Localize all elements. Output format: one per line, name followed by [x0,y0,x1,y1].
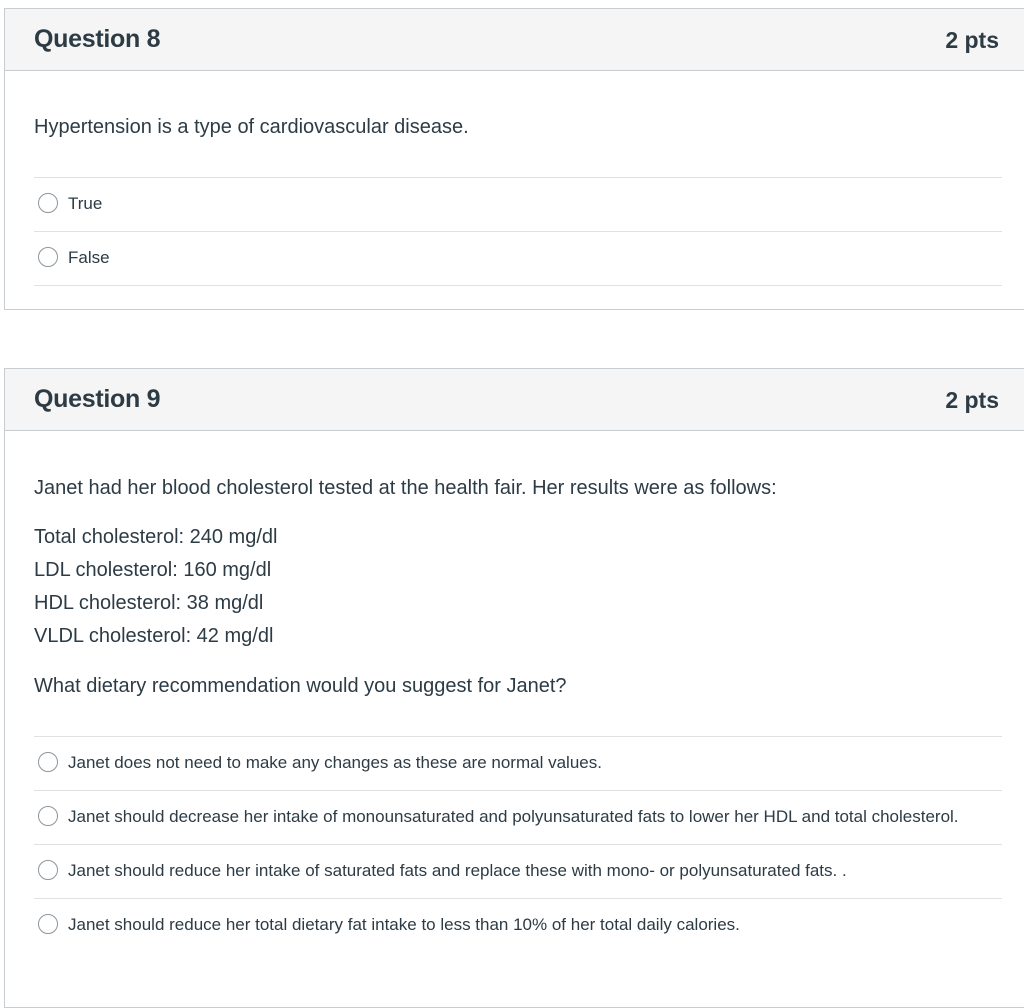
question-header [5,369,1024,431]
radio-button[interactable] [38,247,58,267]
radio-button[interactable] [38,914,58,934]
result-total: Total cholesterol: 240 mg/dl [34,526,278,548]
radio-button[interactable] [38,860,58,880]
question-prompt: What dietary recommendation would you suggest for Janet? [34,675,567,697]
question-points: 2 pts [945,27,999,53]
answer-option-4[interactable] [34,899,1002,952]
radio-button[interactable] [38,806,58,826]
answer-option-3[interactable] [34,845,1002,899]
answer-label: Janet does not need to make any changes as these are normal values. [68,753,602,772]
answer-label: Janet should decrease her intake of monounsaturated and polyunsaturated fats to lower her HDL and total cholesterol. [68,807,959,826]
question-9-card [4,368,1024,1008]
answer-list [34,736,1002,952]
question-prompt: Hypertension is a type of cardiovascular disease. [34,116,469,138]
answer-option-2[interactable] [34,791,1002,845]
radio-button[interactable] [38,752,58,772]
question-title: Question 8 [34,25,161,53]
question-8-card [4,8,1024,310]
answer-label: Janet should reduce her intake of saturated fats and replace these with mono- or polyunsaturated fats. . [68,861,847,880]
cholesterol-results [34,521,277,653]
result-ldl: LDL cholesterol: 160 mg/dl [34,559,272,581]
result-vldl: VLDL cholesterol: 42 mg/dl [34,625,274,647]
answer-label: Janet should reduce her total dietary fat intake to less than 10% of her total daily calories. [68,915,740,934]
result-hdl: HDL cholesterol: 38 mg/dl [34,592,264,614]
answer-list [34,177,1002,286]
answer-option-true[interactable] [34,178,1002,232]
answer-option-false[interactable] [34,232,1002,286]
question-title: Question 9 [34,385,161,413]
answer-option-1[interactable] [34,737,1002,791]
question-header [5,9,1024,71]
question-points: 2 pts [945,387,999,413]
answer-label: False [68,248,110,267]
question-intro: Janet had her blood cholesterol tested at the health fair. Her results were as follows: [34,477,777,499]
answer-label: True [68,194,103,213]
radio-button[interactable] [38,193,58,213]
